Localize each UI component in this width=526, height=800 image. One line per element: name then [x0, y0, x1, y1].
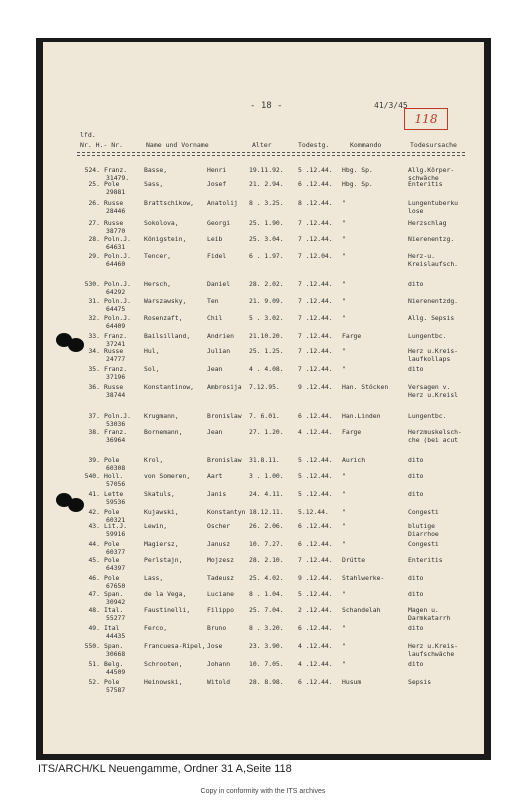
column-header-nr: Nr. H.- Nr.	[80, 141, 124, 149]
cell-first-name: Chil	[207, 314, 223, 322]
cell-cause-of-death-cont: Diarrhoe	[408, 530, 439, 538]
cell-nationality: Franz.	[104, 332, 128, 340]
cell-row-number: 43.	[88, 522, 100, 530]
cell-kommando: Stahlwerke-	[342, 574, 385, 582]
cell-surname: Ferco,	[144, 624, 168, 632]
cell-kommando: "	[342, 280, 346, 288]
cell-cause-of-death: Versagen v.	[408, 383, 451, 391]
cell-cause-of-death: dito	[408, 624, 424, 632]
column-header-death-date: Todestg.	[298, 141, 330, 149]
cell-kommando: Schandelah	[342, 606, 381, 614]
cell-surname: Konstantinow,	[144, 383, 195, 391]
cell-death-date: 6 .12.44.	[298, 180, 333, 188]
cell-prisoner-number: 59916	[106, 530, 126, 538]
cell-row-number: 35.	[88, 365, 100, 373]
cell-first-name: Janis	[207, 490, 227, 498]
cell-cause-of-death: Lungentuberku	[408, 199, 459, 207]
cell-kommando: "	[342, 490, 346, 498]
cell-cause-of-death-cont: laufkollaps	[408, 355, 451, 363]
cell-nationality: Poln.J.	[104, 280, 131, 288]
cell-kommando: "	[342, 252, 346, 260]
cell-first-name: Bruno	[207, 624, 227, 632]
cell-row-number: 42.	[88, 508, 100, 516]
cell-row-number: 26.	[88, 199, 100, 207]
cell-prisoner-number: 60308	[106, 464, 126, 472]
cell-death-date: 4 .12.44.	[298, 428, 333, 436]
cell-death-date: 5 .12.44.	[298, 472, 333, 480]
cell-nationality: Franz.	[104, 365, 128, 373]
cell-death-date: 5 .12.44.	[298, 456, 333, 464]
cell-prisoner-number: 38770	[106, 227, 126, 235]
cell-kommando: Farge	[342, 332, 362, 340]
cell-death-date: 7 .12.44.	[298, 332, 333, 340]
cell-birth-date: 21. 9.09.	[249, 297, 284, 305]
cell-birth-date: 27. 1.20.	[249, 428, 284, 436]
cell-nationality: Pole	[104, 456, 120, 464]
cell-row-number: 46.	[88, 574, 100, 582]
cell-birth-date: 21.10.20.	[249, 332, 284, 340]
cell-nationality: Ital.	[104, 606, 124, 614]
cell-surname: Schrooten,	[144, 660, 183, 668]
cell-row-number: 33.	[88, 332, 100, 340]
cell-surname: Krol,	[144, 456, 164, 464]
cell-first-name: Bronislaw	[207, 456, 242, 464]
cell-prisoner-number: 44435	[106, 632, 126, 640]
cell-kommando: Han. Stöcken	[342, 383, 389, 391]
cell-prisoner-number: 64409	[106, 322, 126, 330]
cell-cause-of-death-cont: schwäche	[408, 174, 439, 182]
cell-nationality: Pole	[104, 508, 120, 516]
cell-surname: Kujawski,	[144, 508, 179, 516]
cell-first-name: Oscher	[207, 522, 231, 530]
cell-prisoner-number: 60321	[106, 516, 126, 524]
cell-death-date: 8 .12.44.	[298, 199, 333, 207]
cell-birth-date: 25. 1.25.	[249, 347, 284, 355]
cell-row-number: 31.	[88, 297, 100, 305]
cell-birth-date: 28. 8.98.	[249, 678, 284, 686]
cell-kommando: Husum	[342, 678, 362, 686]
cell-death-date: 7 .12.44.	[298, 365, 333, 373]
cell-nationality: Poln.J.	[104, 314, 131, 322]
cell-cause-of-death: dito	[408, 574, 424, 582]
cell-death-date: 7 .12.44.	[298, 556, 333, 564]
cell-first-name: Georgi	[207, 219, 231, 227]
cell-prisoner-number: 64631	[106, 243, 126, 251]
cell-birth-date: 25. 1.90.	[249, 219, 284, 227]
cell-cause-of-death: dito	[408, 280, 424, 288]
cell-prisoner-number: 57056	[106, 480, 126, 488]
cell-birth-date: 8 . 1.04.	[249, 590, 284, 598]
cell-nationality: Span.	[104, 642, 124, 650]
cell-death-date: 7 .12.44.	[298, 297, 333, 305]
cell-kommando: "	[342, 522, 346, 530]
cell-cause-of-death: Enteritis	[408, 556, 443, 564]
cell-cause-of-death: dito	[408, 590, 424, 598]
cell-prisoner-number: 64397	[106, 564, 126, 572]
cell-kommando: "	[342, 297, 346, 305]
cell-surname: Magiersz,	[144, 540, 179, 548]
cell-nationality: Poln.J.	[104, 297, 131, 305]
cell-first-name: Johann	[207, 660, 231, 668]
cell-cause-of-death-cont: lose	[408, 207, 424, 215]
cell-row-number: 524.	[84, 166, 100, 174]
cell-death-date: 5 .12.44.	[298, 166, 333, 174]
cell-prisoner-number: 53036	[106, 420, 126, 428]
cell-prisoner-number: 36964	[106, 436, 126, 444]
cell-nationality: Pole	[104, 556, 120, 564]
cell-row-number: 52.	[88, 678, 100, 686]
cell-row-number: 39.	[88, 456, 100, 464]
cell-death-date: 7 .12.04.	[298, 252, 333, 260]
cell-prisoner-number: 24777	[106, 355, 126, 363]
cell-cause-of-death: blutige	[408, 522, 435, 530]
cell-birth-date: 8 . 3.25.	[249, 199, 284, 207]
cell-row-number: 25.	[88, 180, 100, 188]
cell-birth-date: 21. 2.94.	[249, 180, 284, 188]
cell-cause-of-death: Nierenentzg.	[408, 235, 455, 243]
cell-nationality: Russe	[104, 219, 124, 227]
cell-prisoner-number: 59536	[106, 498, 126, 506]
cell-death-date: 5 .12.44.	[298, 590, 333, 598]
cell-first-name: Jean	[207, 365, 223, 373]
cell-surname: Faustinelli,	[144, 606, 191, 614]
cell-row-number: 45.	[88, 556, 100, 564]
cell-surname: Hul,	[144, 347, 160, 355]
cell-birth-date: 24. 4.11.	[249, 490, 284, 498]
cell-surname: Perlstajn,	[144, 556, 183, 564]
cell-first-name: Mojzesz	[207, 556, 234, 564]
cell-birth-date: 5 . 3.02.	[249, 314, 284, 322]
cell-death-date: 6 .12.44.	[298, 624, 333, 632]
cell-surname: Heinowski,	[144, 678, 183, 686]
cell-nationality: Span.	[104, 590, 124, 598]
cell-kommando: Aurich	[342, 456, 366, 464]
cell-cause-of-death: Lungentbc.	[408, 412, 447, 420]
cell-first-name: Witold	[207, 678, 231, 686]
cell-prisoner-number: 29881	[106, 188, 126, 196]
cell-surname: Sol,	[144, 365, 160, 373]
cell-row-number: 51.	[88, 660, 100, 668]
cell-nationality: Pole	[104, 574, 120, 582]
cell-prisoner-number: 37241	[106, 340, 126, 348]
cell-surname: Lass,	[144, 574, 164, 582]
cell-kommando: "	[342, 642, 346, 650]
cell-kommando: "	[342, 508, 346, 516]
cell-kommando: "	[342, 624, 346, 632]
cell-first-name: Fidel	[207, 252, 227, 260]
cell-first-name: Anatolij	[207, 199, 238, 207]
cell-prisoner-number: 30942	[106, 598, 126, 606]
cell-cause-of-death-cont: Darmkatarrh	[408, 614, 451, 622]
cell-first-name: Filippo	[207, 606, 234, 614]
cell-nationality: Poln.J.	[104, 235, 131, 243]
cell-kommando: Hbg. Sp.	[342, 180, 373, 188]
cell-first-name: Leib	[207, 235, 223, 243]
cell-death-date: 7 .12.44.	[298, 280, 333, 288]
cell-death-date: 7 .12.44.	[298, 235, 333, 243]
cell-nationality: Belg.	[104, 660, 124, 668]
cell-kommando: "	[342, 660, 346, 668]
cell-cause-of-death: Lungentbc.	[408, 332, 447, 340]
cell-row-number: 36.	[88, 383, 100, 391]
cell-kommando: Drütte	[342, 556, 366, 564]
cell-cause-of-death: dito	[408, 456, 424, 464]
cell-birth-date: 3 . 1.00.	[249, 472, 284, 480]
cell-death-date: 9 .12.44.	[298, 574, 333, 582]
cell-kommando: "	[342, 235, 346, 243]
cell-prisoner-number: 55277	[106, 614, 126, 622]
cell-row-number: 530.	[84, 280, 100, 288]
cell-surname: Brattschikow,	[144, 199, 195, 207]
cell-prisoner-number: 60377	[106, 548, 126, 556]
cell-surname: von Someren,	[144, 472, 191, 480]
cell-nationality: Pole	[104, 678, 120, 686]
cell-kommando: "	[342, 472, 346, 480]
cell-nationality: Russe	[104, 383, 124, 391]
cell-row-number: 29.	[88, 252, 100, 260]
cell-row-number: 38.	[88, 428, 100, 436]
cell-death-date: 5.12.44.	[298, 508, 329, 516]
cell-row-number: 34.	[88, 347, 100, 355]
cell-first-name: Janusz	[207, 540, 231, 548]
reference-number: 41/3/45	[374, 101, 408, 110]
cell-first-name: Andrien	[207, 332, 234, 340]
cell-kommando: "	[342, 219, 346, 227]
cell-kommando: "	[342, 365, 346, 373]
cell-cause-of-death: Allg. Sepsis	[408, 314, 455, 322]
cell-cause-of-death-cont: che (bei acut	[408, 436, 459, 444]
cell-surname: Basse,	[144, 166, 168, 174]
cell-birth-date: 7.12.95.	[249, 383, 280, 391]
cell-nationality: Franz.	[104, 166, 128, 174]
cell-birth-date: 18.12.11.	[249, 508, 284, 516]
cell-first-name: Luciane	[207, 590, 234, 598]
cell-birth-date: 25. 4.02.	[249, 574, 284, 582]
cell-kommando: "	[342, 590, 346, 598]
cell-death-date: 6 .12.44.	[298, 412, 333, 420]
cell-cause-of-death: dito	[408, 472, 424, 480]
cell-kommando: "	[342, 199, 346, 207]
cell-row-number: 550.	[84, 642, 100, 650]
cell-birth-date: 8 . 3.20.	[249, 624, 284, 632]
column-header-age: Alter	[252, 141, 272, 149]
cell-death-date: 7 .12.44.	[298, 219, 333, 227]
cell-birth-date: 19.11.92.	[249, 166, 284, 174]
cell-row-number: 47.	[88, 590, 100, 598]
cell-prisoner-number: 38744	[106, 391, 126, 399]
cell-cause-of-death: Herz u.Kreis-	[408, 347, 459, 355]
cell-nationality: Pole	[104, 540, 120, 548]
cell-prisoner-number: 64475	[106, 305, 126, 313]
cell-nationality: Franz.	[104, 428, 128, 436]
cell-death-date: 9 .12.44.	[298, 383, 333, 391]
header-rule	[77, 155, 465, 156]
cell-nationality: Ital	[104, 624, 120, 632]
cell-cause-of-death: dito	[408, 660, 424, 668]
cell-kommando: Hbg. Sp.	[342, 166, 373, 174]
cell-row-number: 32.	[88, 314, 100, 322]
column-header-name: Name und Vorname	[146, 141, 209, 149]
cell-death-date: 2 .12.44.	[298, 606, 333, 614]
cell-kommando: Han.Linden	[342, 412, 381, 420]
cell-first-name: Julian	[207, 347, 231, 355]
cell-birth-date: 25. 3.04.	[249, 235, 284, 243]
cell-first-name: Josef	[207, 180, 227, 188]
source-citation: ITS/ARCH/KL Neuengamme, Ordner 31 A,Seite 118	[38, 763, 292, 775]
cell-cause-of-death-cont: laufschwäche	[408, 650, 455, 658]
cell-row-number: 540.	[84, 472, 100, 480]
cell-prisoner-number: 67650	[106, 582, 126, 590]
cell-surname: Lewin,	[144, 522, 168, 530]
cell-cause-of-death: Enteritis	[408, 180, 443, 188]
cell-cause-of-death: Herzschlag	[408, 219, 447, 227]
cell-death-date: 6 .12.44.	[298, 540, 333, 548]
cell-cause-of-death: Herz u.Kreis-	[408, 642, 459, 650]
cell-surname: Krugmann,	[144, 412, 179, 420]
cell-row-number: 28.	[88, 235, 100, 243]
cell-birth-date: 23. 3.90.	[249, 642, 284, 650]
cell-prisoner-number: 28446	[106, 207, 126, 215]
cell-cause-of-death: Nierenentzdg.	[408, 297, 459, 305]
cell-surname: Rosenzaft,	[144, 314, 183, 322]
cell-prisoner-number: 31479.	[106, 174, 130, 182]
cell-surname: Tencer,	[144, 252, 171, 260]
cell-cause-of-death: Magen u.	[408, 606, 439, 614]
cell-nationality: Pole	[104, 180, 120, 188]
cell-kommando: "	[342, 347, 346, 355]
cell-surname: Sokolova,	[144, 219, 179, 227]
cell-surname: Francuesa-Ripel,	[144, 642, 206, 650]
cell-prisoner-number: 64292	[106, 288, 126, 296]
cell-death-date: 7 .12.44.	[298, 314, 333, 322]
cell-nationality: Russe	[104, 199, 124, 207]
cell-surname: de la Vega,	[144, 590, 187, 598]
cell-surname: Warszawsky,	[144, 297, 187, 305]
cell-birth-date: 4 . 4.08.	[249, 365, 284, 373]
cell-surname: Bailsilland,	[144, 332, 191, 340]
cell-death-date: 5 .12.44.	[298, 490, 333, 498]
cell-cause-of-death: Congesti	[408, 540, 439, 548]
archive-stamp: 118	[404, 108, 448, 130]
cell-kommando: Farge	[342, 428, 362, 436]
cell-surname: Bornemann,	[144, 428, 183, 436]
cell-cause-of-death-cont: Herz u.Kreisl	[408, 391, 459, 399]
cell-cause-of-death: Congesti	[408, 508, 439, 516]
cell-birth-date: 7. 6.01.	[249, 412, 280, 420]
cell-row-number: 44.	[88, 540, 100, 548]
cell-surname: Skatuls,	[144, 490, 175, 498]
cell-row-number: 27.	[88, 219, 100, 227]
cell-prisoner-number: 64460	[106, 260, 126, 268]
cell-surname: Königstein,	[144, 235, 187, 243]
cell-death-date: 4 .12.44.	[298, 660, 333, 668]
cell-nationality: Holl.	[104, 472, 124, 480]
cell-first-name: Konstantyn	[207, 508, 246, 516]
cell-birth-date: 26. 2.06.	[249, 522, 284, 530]
cell-first-name: Jose	[207, 642, 223, 650]
cell-cause-of-death-cont: Kreislaufsch.	[408, 260, 459, 268]
column-header-kommando: Kommando	[350, 141, 382, 149]
cell-first-name: Tadeusz	[207, 574, 234, 582]
cell-birth-date: 25. 7.04.	[249, 606, 284, 614]
cell-kommando: "	[342, 540, 346, 548]
cell-nationality: Russe	[104, 347, 124, 355]
cell-first-name: Henri	[207, 166, 227, 174]
cell-birth-date: 31.8.11.	[249, 456, 280, 464]
cell-first-name: Jean	[207, 428, 223, 436]
column-header-cause: Todesursache	[410, 141, 457, 149]
cell-birth-date: 10. 7.05.	[249, 660, 284, 668]
cell-first-name: Bronislaw	[207, 412, 242, 420]
cell-nationality: Lit.J.	[104, 522, 128, 530]
cell-cause-of-death: dito	[408, 490, 424, 498]
cell-cause-of-death: Herz-u.	[408, 252, 435, 260]
cell-death-date: 4 .12.44.	[298, 642, 333, 650]
cell-row-number: 41.	[88, 490, 100, 498]
page-number: - 18 -	[250, 101, 283, 111]
cell-surname: Sass,	[144, 180, 164, 188]
cell-row-number: 49.	[88, 624, 100, 632]
cell-first-name: Aart	[207, 472, 223, 480]
cell-birth-date: 6 . 1.97.	[249, 252, 284, 260]
cell-row-number: 37.	[88, 412, 100, 420]
cell-death-date: 6 .12.44.	[298, 522, 333, 530]
cell-birth-date: 10. 7.27.	[249, 540, 284, 548]
cell-birth-date: 28. 2.10.	[249, 556, 284, 564]
cell-death-date: 7 .12.44.	[298, 347, 333, 355]
cell-first-name: Ten	[207, 297, 219, 305]
cell-nationality: Poln.J.	[104, 252, 131, 260]
column-header-lfd: lfd.	[80, 131, 96, 139]
cell-prisoner-number: 37196	[106, 373, 126, 381]
cell-prisoner-number: 44509	[106, 668, 126, 676]
cell-first-name: Ambrosija	[207, 383, 242, 391]
cell-cause-of-death: dito	[408, 365, 424, 373]
cell-cause-of-death: Allg.Körper-	[408, 166, 455, 174]
header-rule	[77, 152, 465, 153]
cell-prisoner-number: 30668	[106, 650, 126, 658]
cell-row-number: 48.	[88, 606, 100, 614]
cell-prisoner-number: 57587	[106, 686, 126, 694]
conformity-note: Copy in conformity with the ITS archives	[200, 788, 326, 795]
cell-nationality: Poln.J.	[104, 412, 131, 420]
cell-death-date: 6 .12.44.	[298, 678, 333, 686]
cell-birth-date: 28. 2.02.	[249, 280, 284, 288]
cell-cause-of-death: Herzmuskelsch-	[408, 428, 462, 436]
cell-kommando: "	[342, 314, 346, 322]
cell-first-name: Daniel	[207, 280, 231, 288]
cell-nationality: Lette	[104, 490, 124, 498]
cell-cause-of-death: Sepsis	[408, 678, 432, 686]
cell-surname: Hersch,	[144, 280, 171, 288]
